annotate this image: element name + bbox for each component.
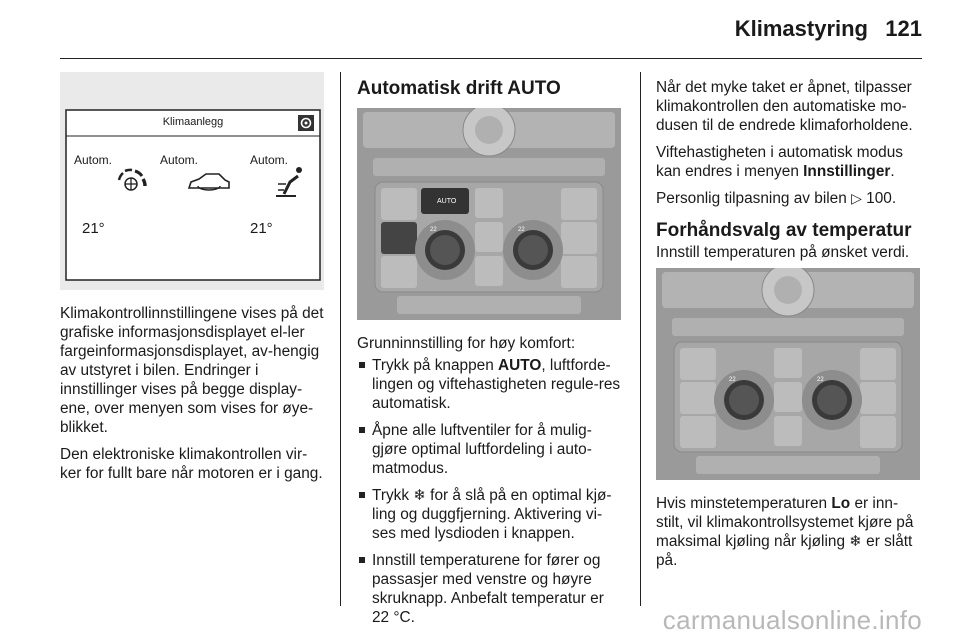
display-label-fan: Autom. xyxy=(74,153,113,167)
list-item: Innstill temperaturene for fører og passasjer med venstre og høyre skruknapp. Anbefalt temperatur er 22 °C. xyxy=(357,551,623,627)
header-divider xyxy=(60,58,922,59)
panel-auto-label: AUTO xyxy=(437,198,457,205)
temperature-panel-figure xyxy=(656,268,920,480)
column-divider-left xyxy=(340,72,341,606)
right-paragraph-3: Personlig tilpasning av bilen ▷ 100. xyxy=(656,190,897,207)
left-temperature-dial xyxy=(714,370,774,430)
watermark: carmanualsonline.info xyxy=(662,605,922,635)
display-temp-right: 21° xyxy=(250,220,273,237)
snowflake-icon: ❄ xyxy=(413,487,426,504)
page-header-title: Klimastyring xyxy=(734,16,868,41)
list-item: Trykk ❄ for å slå på en optimal kjø-ling og duggfjerning. Aktivering vi-ses med lysdioden i knappen. xyxy=(357,486,623,543)
climate-display-figure xyxy=(60,72,324,290)
list-item: Trykk på knappen AUTO, luftforde-lingen og viftehastigheten regule-res automatisk. xyxy=(357,356,623,413)
display-label-recirc: Autom. xyxy=(160,153,199,167)
section-heading-temperature: Forhåndsvalg av temperatur xyxy=(656,220,912,241)
right-paragraph-1: Når det myke taket er åpnet, tilpasser klimakontrollen den automatiske mo-dusen til de endrede klimaforholdene. xyxy=(656,79,913,134)
column-divider-right xyxy=(640,72,641,606)
display-label-distribution: Autom. xyxy=(250,153,289,167)
dial-number-right-top: 22 xyxy=(817,377,824,383)
dial-number-left-top: 22 xyxy=(430,227,437,233)
right-paragraph-5: Hvis minstetemperaturen Lo er inn-stilt, vil klimakontrollsystemet kjøre på maksimal kjøling når kjøling ❄ er slått på. xyxy=(656,495,914,569)
right-temperature-dial xyxy=(503,220,563,280)
right-column xyxy=(656,78,922,578)
dial-number-right-top: 22 xyxy=(518,227,525,233)
dial-number-left-top: 22 xyxy=(729,377,736,383)
auto-steps-list xyxy=(357,356,623,627)
snowflake-icon: ❄ xyxy=(849,533,862,550)
right-paragraph-2: Viftehastigheten i automatisk modus kan endres i menyen Innstillinger. xyxy=(656,144,903,180)
page-reference-arrow-icon: ▷ xyxy=(851,190,862,206)
control-panel-illustration xyxy=(357,108,621,320)
control-panel-figure xyxy=(357,108,621,320)
section-heading-auto: Automatisk drift AUTO xyxy=(357,78,561,99)
left-column xyxy=(60,72,326,491)
list-item: Åpne alle luftventiler for å mulig-gjøre optimal luftfordeling i auto-matmodus. xyxy=(357,421,623,478)
middle-intro: Grunninnstilling for høy komfort: xyxy=(357,335,576,352)
display-title: Klimaanlegg xyxy=(162,116,224,128)
climate-display-illustration xyxy=(60,72,324,290)
left-paragraph-1: Klimakontrollinnstillingene vises på det grafiske informasjonsdisplayet el-ler fargeinformasjonsdisplayet, av-hengig av utstyret i bilen. Endringer i innstillinger vises på begge display-ene, over menyen som vises for øye-blikket. xyxy=(60,305,324,436)
display-temp-left: 21° xyxy=(82,220,105,237)
left-paragraph-2: Den elektroniske klimakontrollen vir-ker for fullt bare når motoren er i gang. xyxy=(60,446,323,482)
right-temperature-dial xyxy=(802,370,862,430)
temperature-panel-illustration xyxy=(656,268,920,480)
right-paragraph-4: Innstill temperaturen på ønsket verdi. xyxy=(656,244,910,261)
middle-column xyxy=(357,78,623,635)
left-temperature-dial xyxy=(415,220,475,280)
page-number: 121 xyxy=(885,16,922,41)
